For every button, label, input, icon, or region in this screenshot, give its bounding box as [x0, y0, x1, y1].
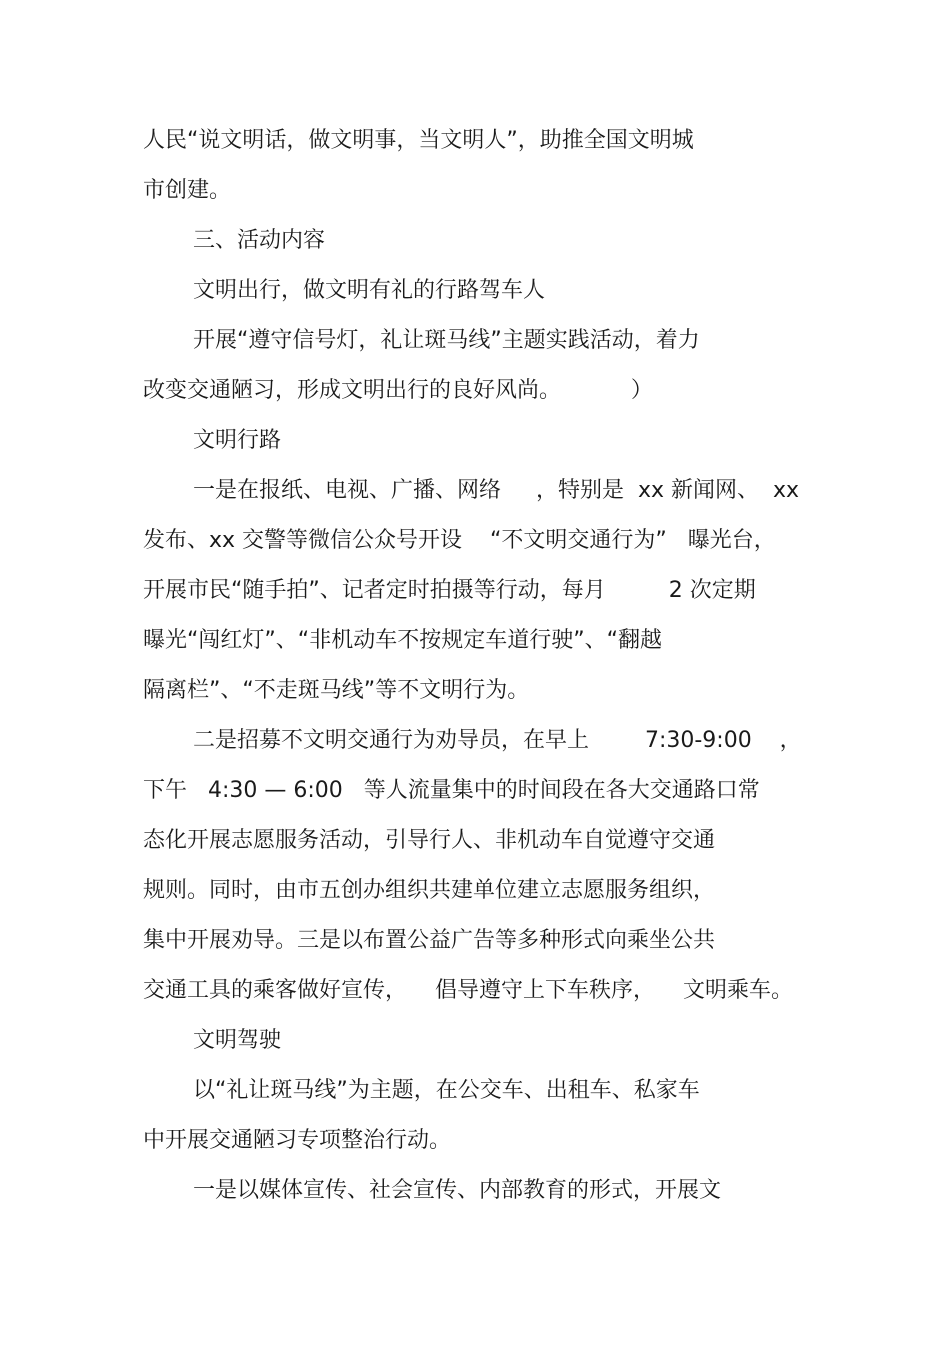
paragraph-line: 交通工具的乘客做好宣传， 倡导遵守上下车秩序， 文明乘车。	[143, 978, 793, 1003]
paragraph-line: 态化开展志愿服务活动，引导行人、非机动车自觉遵守交通	[143, 828, 716, 853]
section-heading: 三、活动内容	[193, 228, 326, 253]
paragraph-line: 发布、xx 交警等微信公众号开设 “不文明交通行为” 曝光台，	[143, 528, 776, 553]
paragraph-line: 改变交通陋习，形成文明出行的良好风尚。 ）	[143, 378, 653, 403]
paragraph-line: 以“礼让斑马线”为主题，在公交车、出租车、私家车	[193, 1078, 700, 1103]
paragraph-line: 一是在报纸、电视、广播、网络 ，特别是 xx 新闻网、 xx	[193, 478, 800, 503]
paragraph-line: 一是以媒体宣传、社会宣传、内部教育的形式，开展文	[193, 1178, 722, 1203]
paragraph-line: 中开展交通陋习专项整治行动。	[143, 1128, 452, 1153]
paragraph-line: 开展市民“随手拍”、记者定时拍摄等行动，每月 2 次定期	[143, 578, 756, 603]
paragraph-line: 开展“遵守信号灯，礼让斑马线”主题实践活动，着力	[193, 328, 700, 353]
paragraph-line: 二是招募不文明交通行为劝导员，在早上 7:30-9:00 ，	[193, 728, 802, 753]
paragraph-line: 下午 4:30 — 6:00 等人流量集中的时间段在各大交通路口常	[143, 778, 760, 803]
paragraph-line: 集中开展劝导。三是以布置公益广告等多种形式向乘坐公共	[143, 928, 716, 953]
paragraph-line: 规则。同时，由市五创办组织共建单位建立志愿服务组织，	[143, 878, 716, 903]
subsection-heading: 文明驾驶	[193, 1028, 282, 1053]
paragraph-line: 市创建。	[143, 178, 232, 203]
subsection-heading: 文明行路	[193, 428, 282, 453]
subsection-heading: 文明出行，做文明有礼的行路驾车人	[193, 278, 546, 303]
paragraph-line: 曝光“闯红灯”、“非机动车不按规定车道行驶”、“翻越	[143, 628, 662, 653]
paragraph-line: 人民“说文明话，做文明事，当文明人”，助推全国文明城	[143, 128, 694, 153]
paragraph-line: 隔离栏”、“不走斑马线”等不文明行为。	[143, 678, 530, 703]
